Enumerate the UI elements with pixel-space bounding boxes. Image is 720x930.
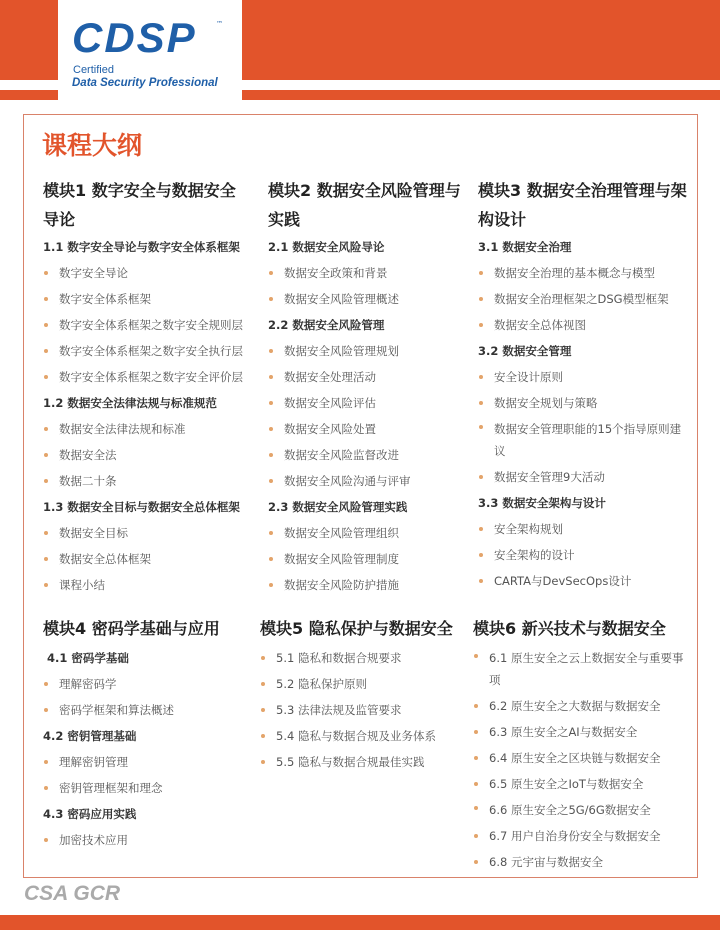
module-title: 模块1 数字安全与数据安全导论 — [43, 181, 236, 229]
list-item: 数据安全政策和背景 — [268, 260, 468, 286]
list-item: 数据安全总体视图 — [478, 312, 690, 338]
list-item: 6.5 原生安全之IoT与数据安全 — [473, 771, 688, 797]
module-title: 模块5 隐私保护与数据安全 — [260, 619, 453, 638]
list-item: 5.5 隐私与数据合规最佳实践 — [260, 749, 465, 775]
list-item: 密钥管理框架和理念 — [43, 775, 253, 801]
section-heading: 3.3 数据安全架构与设计 — [478, 496, 606, 510]
logo-line2: Data Security Professional — [72, 77, 218, 89]
list-item: 数据安全风险评估 — [268, 390, 468, 416]
list-item: 数据安全规划与策略 — [478, 390, 690, 416]
list-item: 数据安全管理职能的15个指导原则建议 — [478, 416, 690, 464]
section-heading: 3.1 数据安全治理 — [478, 240, 572, 254]
section-heading: 4.1 密码学基础 — [47, 651, 129, 665]
list-item: 5.2 隐私保护原则 — [260, 671, 465, 697]
list-item: 5.3 法律法规及监管要求 — [260, 697, 465, 723]
logo-mark: CDSP — [72, 14, 197, 61]
list-item: 数据安全处理活动 — [268, 364, 468, 390]
list-item: 数据安全风险管理组织 — [268, 520, 468, 546]
list-item: 安全架构的设计 — [478, 542, 690, 568]
list-item: 数据二十条 — [43, 468, 243, 494]
section-heading: 1.3 数据安全目标与数据安全总体框架 — [43, 500, 240, 514]
module-title: 模块4 密码学基础与应用 — [43, 619, 220, 638]
module-title: 模块3 数据安全治理管理与架构设计 — [478, 181, 687, 229]
list-item: 6.4 原生安全之区块链与数据安全 — [473, 745, 688, 771]
list-item: 安全设计原则 — [478, 364, 690, 390]
list-item: 6.8 元宇宙与数据安全 — [473, 849, 688, 875]
list-item: 6.1 原生安全之云上数据安全与重要事项 — [473, 645, 688, 693]
list-item: 密码学框架和算法概述 — [43, 697, 253, 723]
list-item: 数据安全风险监督改进 — [268, 442, 468, 468]
list-item: 数据安全风险管理概述 — [268, 286, 468, 312]
list-item: 数字安全体系框架 — [43, 286, 243, 312]
section-heading: 2.1 数据安全风险导论 — [268, 240, 385, 254]
list-item: 数据安全法 — [43, 442, 243, 468]
section-heading: 1.1 数字安全导论与数字安全体系框架 — [43, 240, 240, 254]
list-item: 安全架构规划 — [478, 516, 690, 542]
list-item: 数据安全风险防护措施 — [268, 572, 468, 598]
list-item: 课程小结 — [43, 572, 243, 598]
list-item: 5.4 隐私与数据合规及业务体系 — [260, 723, 465, 749]
section-heading: 3.2 数据安全管理 — [478, 344, 572, 358]
cdsp-logo — [58, 0, 242, 102]
list-item: 数据安全法律法规和标准 — [43, 416, 243, 442]
list-item: 6.2 原生安全之大数据与数据安全 — [473, 693, 688, 719]
list-item: 6.7 用户自治身份安全与数据安全 — [473, 823, 688, 849]
list-item: 数据安全总体框架 — [43, 546, 243, 572]
list-item: 数据安全风险管理规划 — [268, 338, 468, 364]
list-item: 加密技术应用 — [43, 827, 253, 853]
section-heading: 4.3 密码应用实践 — [43, 807, 137, 821]
module-5 — [260, 614, 465, 775]
list-item: 数字安全体系框架之数字安全规则层 — [43, 312, 243, 338]
module-title: 模块6 新兴技术与数据安全 — [473, 619, 666, 638]
list-item: 数据安全治理框架之DSG模型框架 — [478, 286, 690, 312]
module-4 — [43, 614, 253, 853]
list-item: 理解密码学 — [43, 671, 253, 697]
section-heading: 2.2 数据安全风险管理 — [268, 318, 385, 332]
module-title: 模块2 数据安全风险管理与实践 — [268, 181, 461, 229]
module-1 — [43, 176, 243, 598]
list-item: 数字安全体系框架之数字安全评价层 — [43, 364, 243, 390]
logo-line1: Certified — [73, 64, 114, 76]
page-title: 课程大纲 — [42, 131, 143, 160]
list-item: 数据安全风险处置 — [268, 416, 468, 442]
module-3 — [478, 176, 690, 594]
footer-band — [0, 915, 720, 930]
logo-tm: ™ — [216, 20, 223, 28]
list-item: 数字安全导论 — [43, 260, 243, 286]
list-item: 数据安全风险管理制度 — [268, 546, 468, 572]
section-heading: 2.3 数据安全风险管理实践 — [268, 500, 408, 514]
list-item: 5.1 隐私和数据合规要求 — [260, 645, 465, 671]
list-item: CARTA与DevSecOps设计 — [478, 568, 690, 594]
list-item: 理解密钥管理 — [43, 749, 253, 775]
list-item: 6.3 原生安全之AI与数据安全 — [473, 719, 688, 745]
list-item: 数字安全体系框架之数字安全执行层 — [43, 338, 243, 364]
list-item: 数据安全治理的基本概念与模型 — [478, 260, 690, 286]
section-heading: 1.2 数据安全法律法规与标准规范 — [43, 396, 217, 410]
module-2 — [268, 176, 468, 598]
csa-gcr-logo: CSA GCR — [24, 882, 121, 905]
section-heading: 4.2 密钥管理基础 — [43, 729, 137, 743]
list-item: 数据安全风险沟通与评审 — [268, 468, 468, 494]
list-item: 数据安全目标 — [43, 520, 243, 546]
list-item: 数据安全管理9大活动 — [478, 464, 690, 490]
module-6 — [473, 614, 688, 875]
list-item: 6.6 原生安全之5G/6G数据安全 — [473, 797, 688, 823]
